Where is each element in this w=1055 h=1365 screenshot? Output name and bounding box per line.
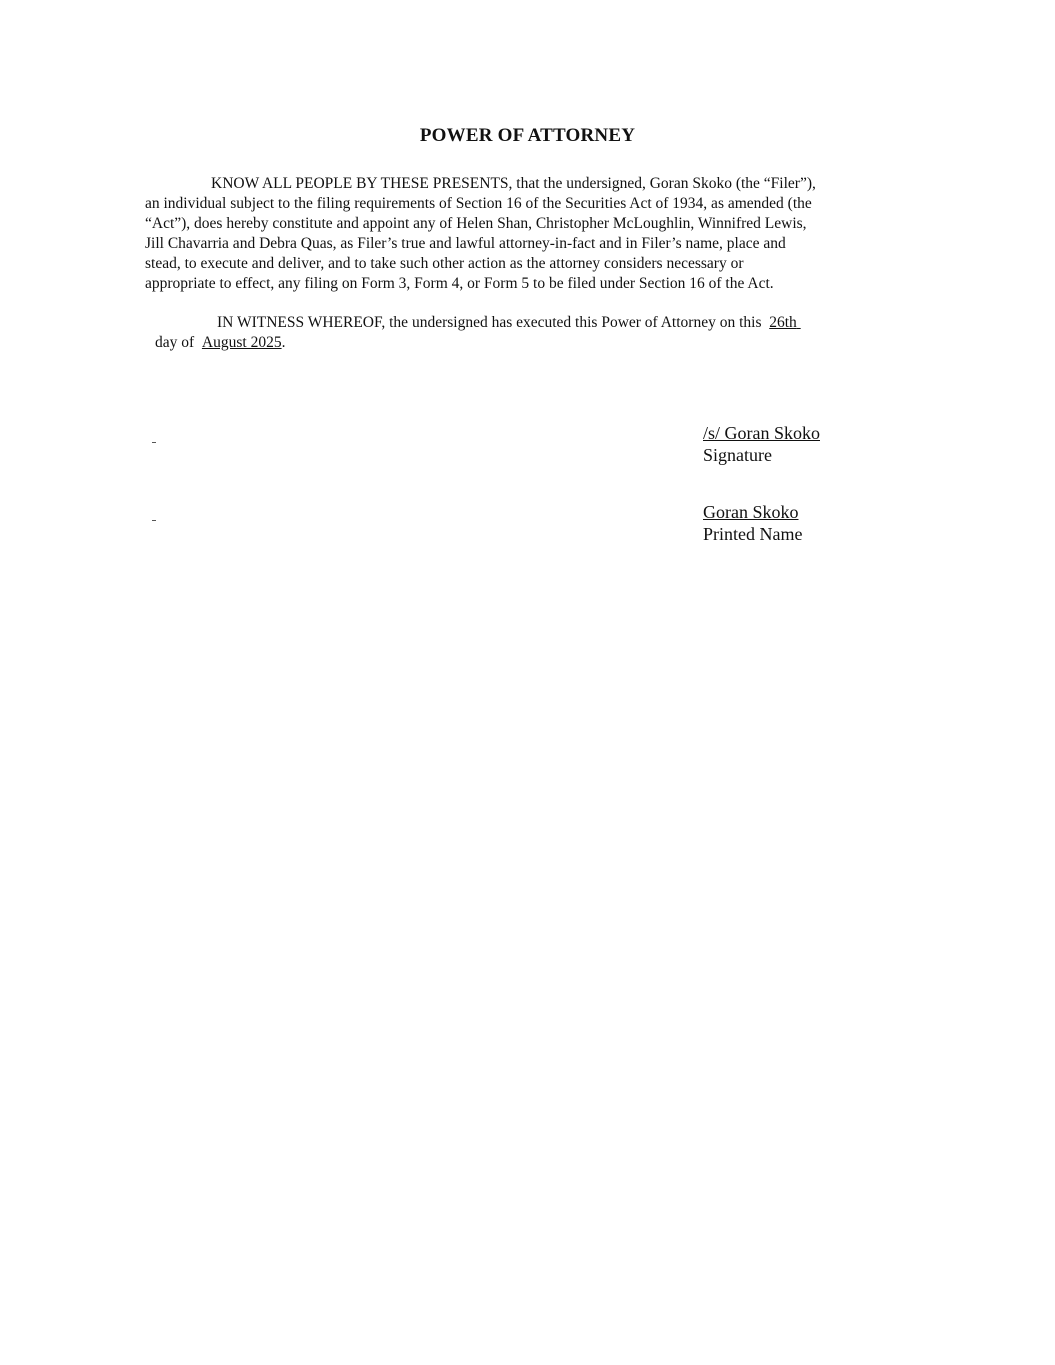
printed-name-caption: Printed Name (703, 524, 803, 544)
printed-name-block (703, 501, 802, 545)
signature-caption: Signature (703, 445, 772, 465)
signature-line-mark (152, 520, 156, 521)
execution-month-year: August 2025 (201, 334, 282, 351)
paragraph-line: Jill Chavarria and Debra Quas, as Filer’s true and lawful attorney-in-fact and in Filer’s name, place and (145, 235, 786, 252)
paragraph-line: an individual subject to the filing requirements of Section 16 of the Securities Act of 1934, as amended (the (145, 195, 812, 212)
paragraph-line: appropriate to effect, any filing on Form 3, Form 4, or Form 5 to be filed under Section 16 of the Act. (145, 275, 774, 292)
signature-line-mark (152, 442, 156, 443)
paragraph-line: “Act”), does hereby constitute and appoint any of Helen Shan, Christopher McLoughlin, Winnifred Lewis, (145, 215, 807, 232)
paragraph-line: stead, to execute and deliver, and to take such other action as the attorney considers necessary or (145, 255, 744, 272)
paragraph-line (145, 313, 890, 333)
execution-day: 26th (769, 314, 797, 331)
witness-text: IN WITNESS WHEREOF, the undersigned has executed this Power of Attorney on this (217, 314, 762, 331)
paragraph-line: KNOW ALL PEOPLE BY THESE PRESENTS, that the undersigned, Goran Skoko (the “Filer”), (211, 175, 816, 192)
grant-paragraph (145, 174, 890, 294)
witness-paragraph (145, 313, 890, 353)
signature-block (703, 422, 820, 466)
signature-value: /s/ Goran Skoko (703, 423, 820, 443)
document-title: POWER OF ATTORNEY (419, 125, 636, 146)
paragraph-line: day of August 2025. (155, 334, 286, 351)
day-of-text: day of (155, 334, 195, 351)
printed-name-value: Goran Skoko (703, 502, 799, 522)
